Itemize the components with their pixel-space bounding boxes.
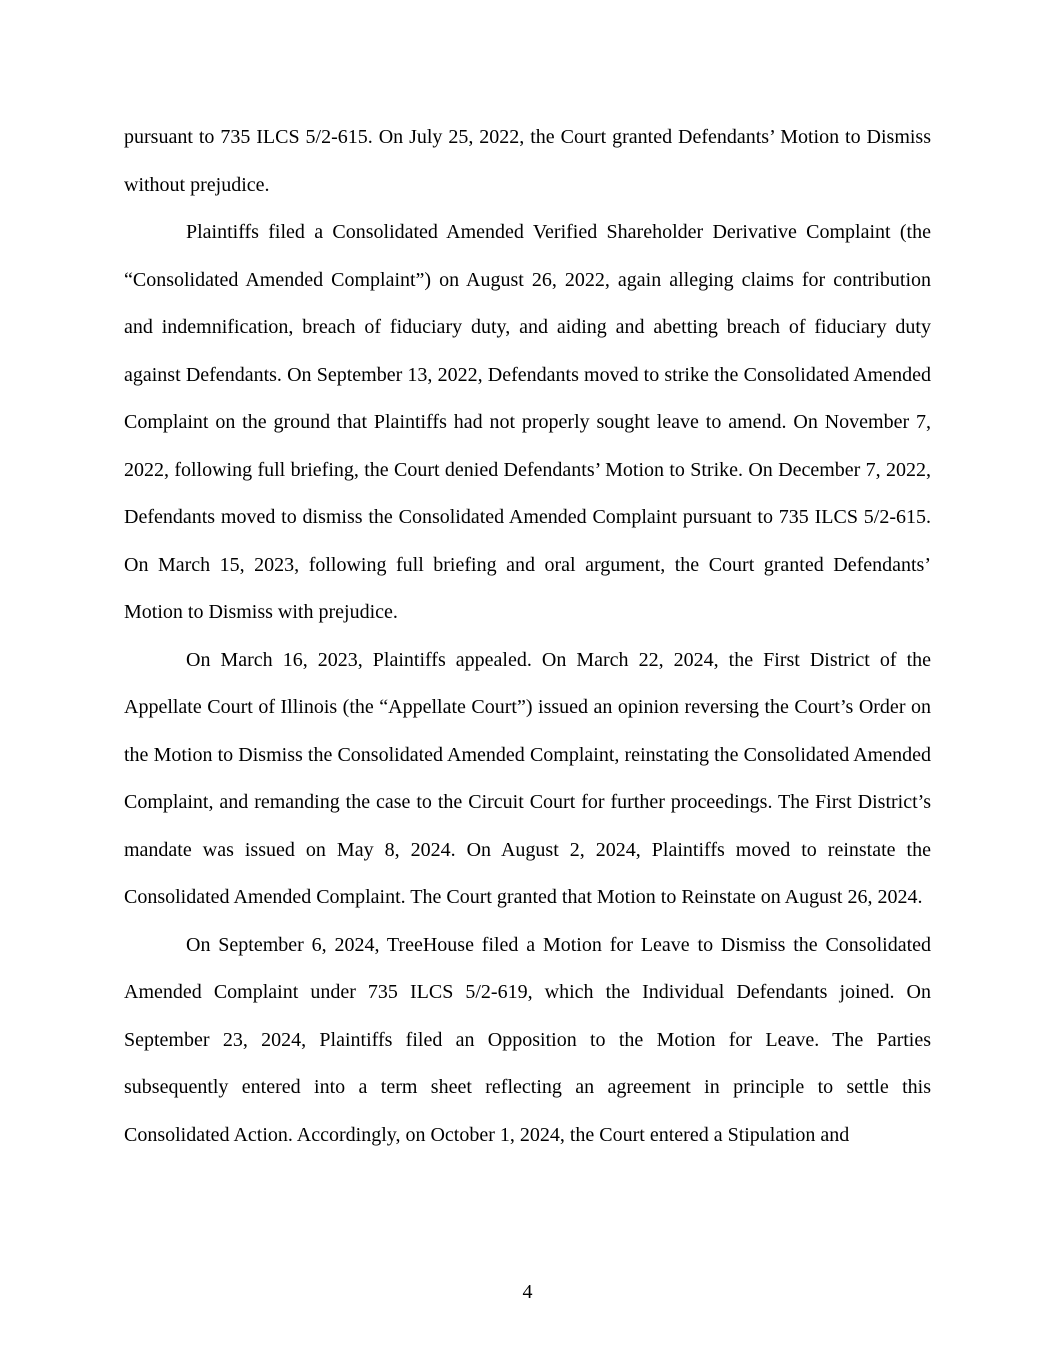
paragraph-continued: pursuant to 735 ILCS 5/2-615. On July 25, 2022, the Court granted Defendants’ Motion to Dismiss without prejudice. <box>124 126 931 196</box>
paragraph-consolidated-amended-complaint: Plaintiffs filed a Consolidated Amended Verified Shareholder Derivative Complaint (the “Consolidated Amended Complaint”) on August 26, 2022, again alleging claims for contribution and indemnification, breach of fiduciary duty, and aiding and abetting breach of fiduciary duty against Defendants. On September 13, 2022, Defendants moved to strike the Consolidated Amended Complaint on the ground that Plaintiffs had not properly sought leave to amend. On November 7, 2022, following full briefing, the Court denied Defendants’ Motion to Strike. On December 7, 2022, Defendants moved to dismiss the Consolidated Amended Complaint pursuant to 735 ILCS 5/2-615. On March 15, 2023, following full briefing and oral argument, the Court granted Defendants’ Motion to Dismiss with prejudice. <box>124 221 931 623</box>
page-number: 4 <box>522 1281 533 1303</box>
paragraph-appeal: On March 16, 2023, Plaintiffs appealed. On March 22, 2024, the First District of the Appellate Court of Illinois (the “Appellate Court”) issued an opinion reversing the Court’s Order on the Motion to Dismiss the Consolidated Amended Complaint, reinstating the Consolidated Amended Complaint, and remanding the case to the Circuit Court for further proceedings. The First District’s mandate was issued on May 8, 2024. On August 2, 2024, Plaintiffs moved to reinstate the Consolidated Amended Complaint. The Court granted that Motion to Reinstate on August 26, 2024. <box>124 648 931 908</box>
document-body <box>124 114 931 1159</box>
paragraph-motion-for-leave: On September 6, 2024, TreeHouse filed a Motion for Leave to Dismiss the Consolidated Amended Complaint under 735 ILCS 5/2-619, which the Individual Defendants joined. On September 23, 2024, Plaintiffs filed an Opposition to the Motion for Leave. The Parties subsequently entered into a term sheet reflecting an agreement in principle to settle this Consolidated Action. Accordingly, on October 1, 2024, the Court entered a Stipulation and <box>124 933 931 1146</box>
